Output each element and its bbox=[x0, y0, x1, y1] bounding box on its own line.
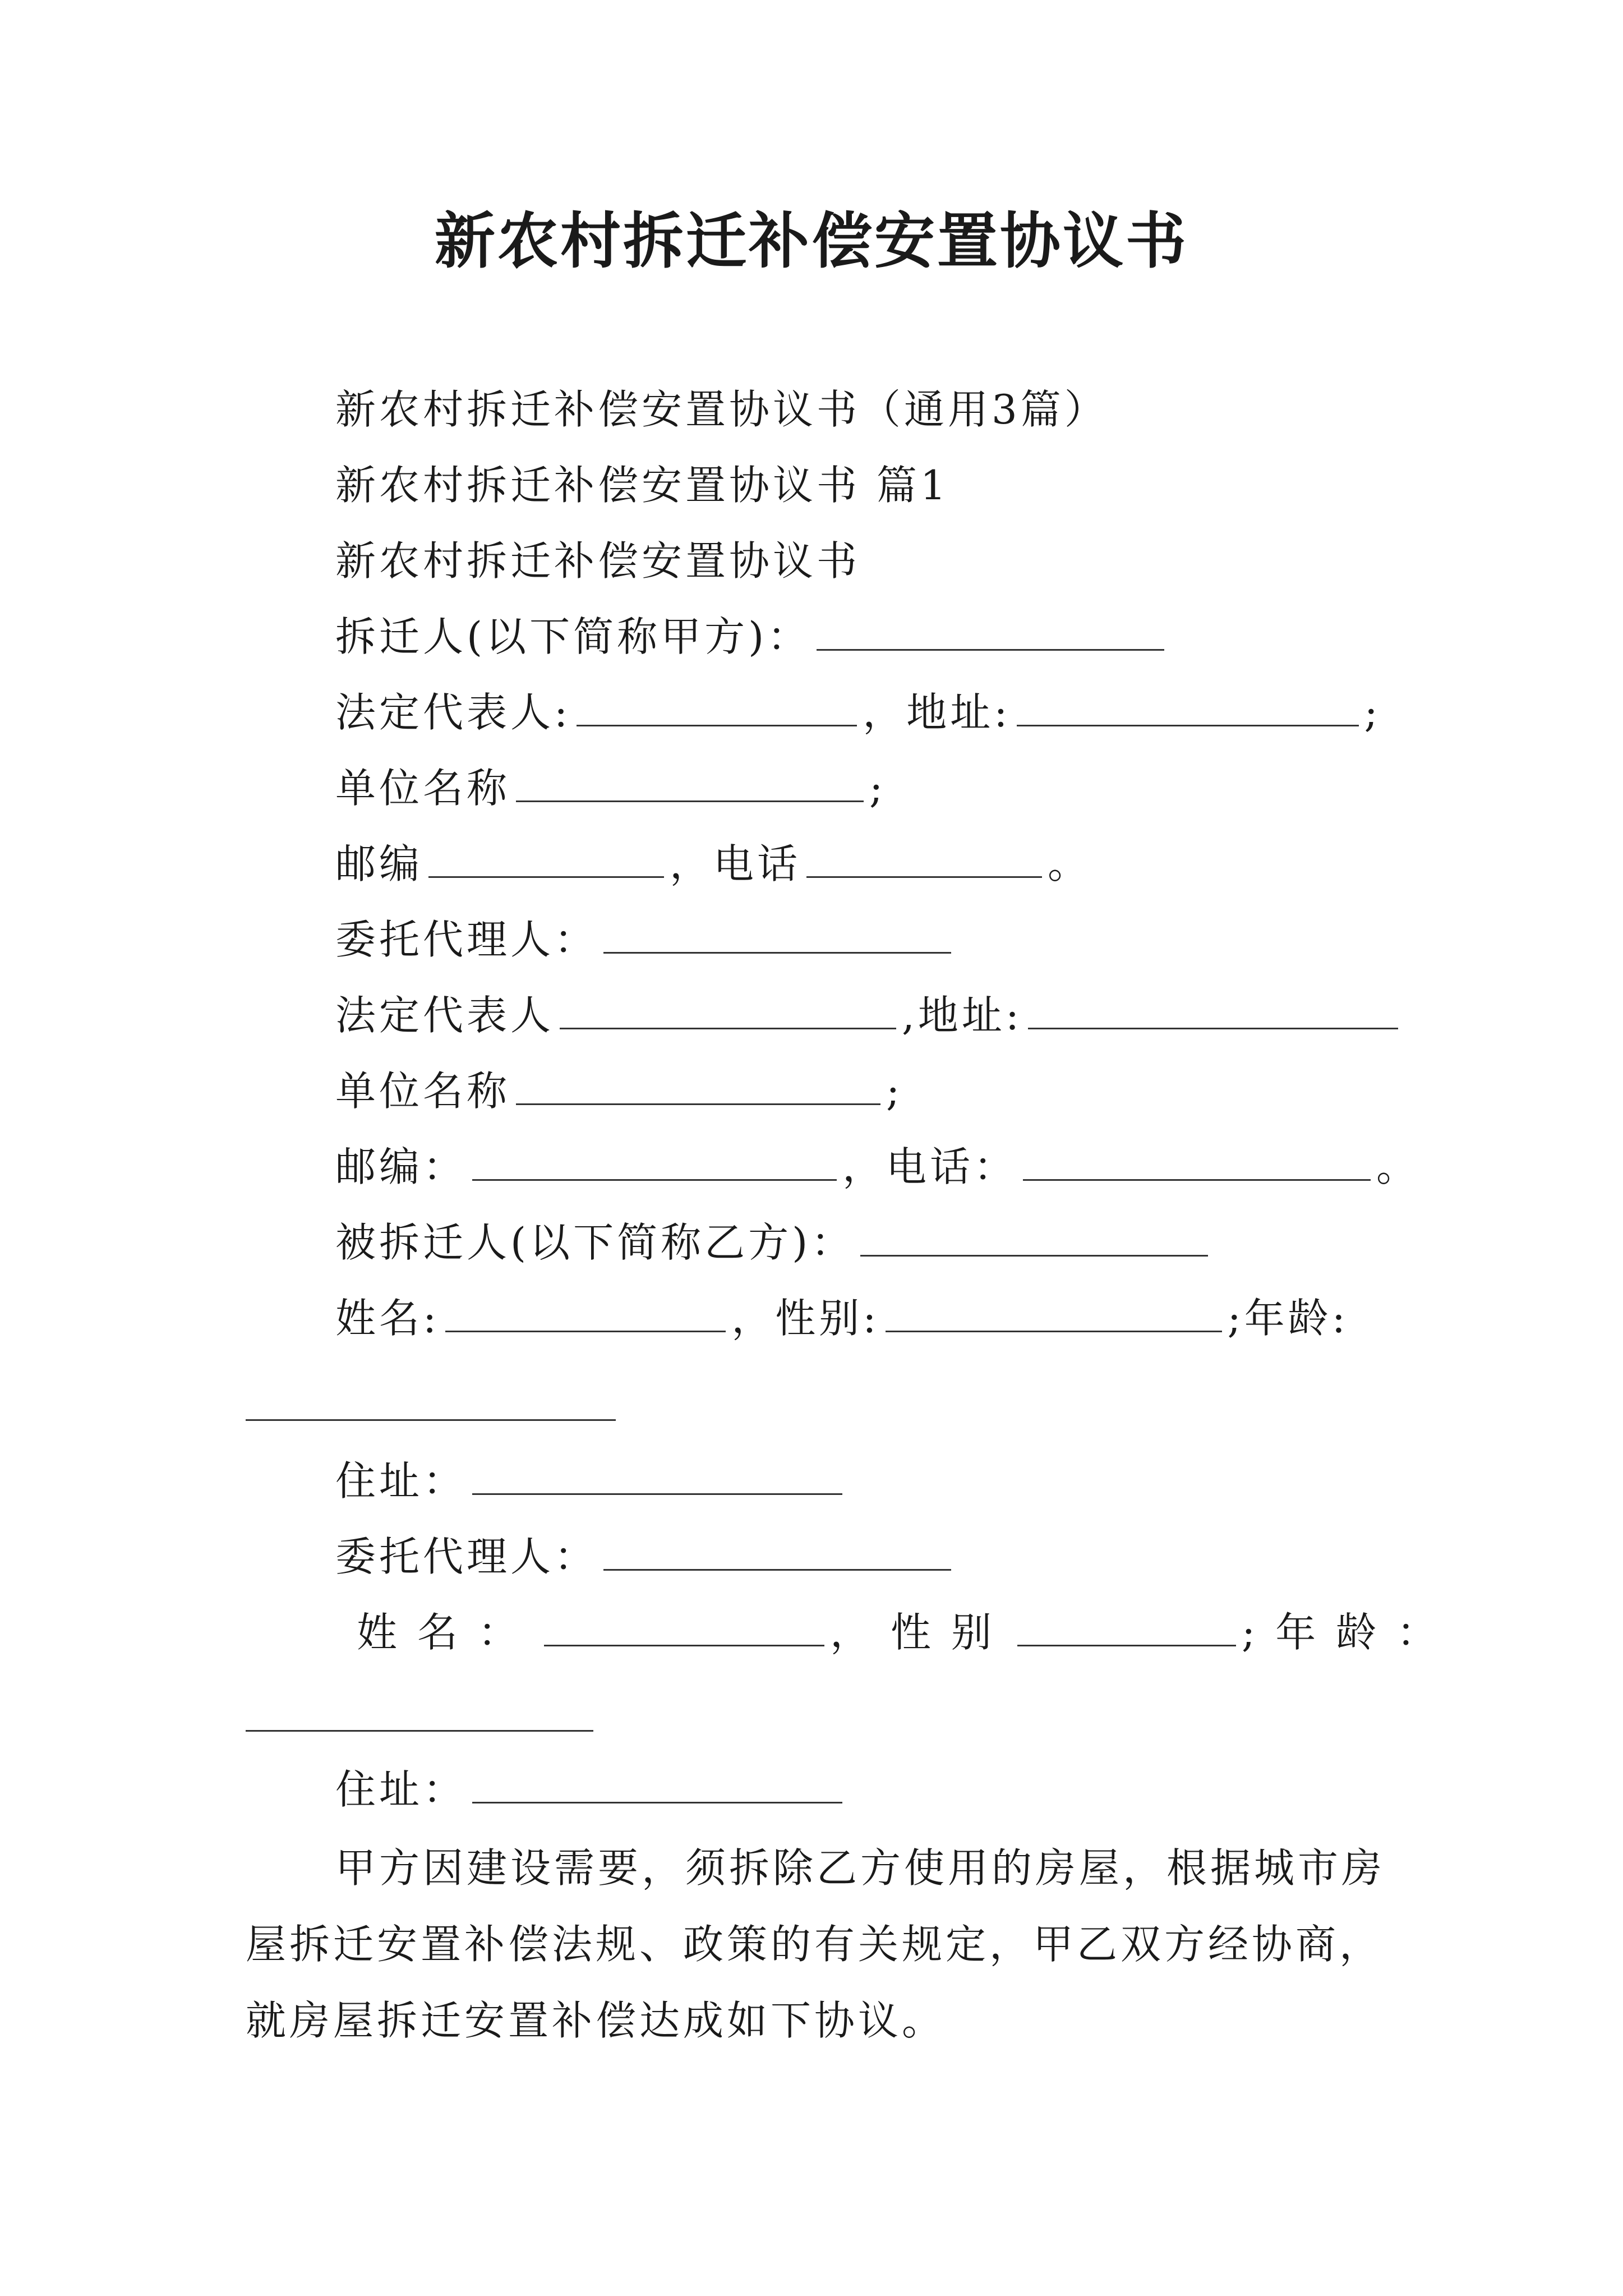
document-title: 新农村拆迁补偿安置协议书 bbox=[434, 206, 1188, 277]
party-a-row bbox=[335, 609, 1170, 665]
agent-age-blank[interactable] bbox=[246, 1729, 593, 1732]
name-label: 姓名: bbox=[335, 1295, 440, 1342]
party-b-row bbox=[335, 1214, 1214, 1271]
name-blank[interactable] bbox=[445, 1296, 726, 1332]
agent-postcode-label: 邮编： bbox=[335, 1143, 467, 1190]
agent-legal-rep-label: 法定代表人 bbox=[335, 992, 555, 1039]
body-line-3: 就房屋拆迁安置补偿达成如下协议。 bbox=[246, 1997, 946, 2044]
agent-phone-sep: ，电话： bbox=[842, 1143, 1018, 1190]
legal-rep-blank[interactable] bbox=[577, 690, 857, 726]
agent-address-blank[interactable] bbox=[1028, 993, 1398, 1029]
body-line-1: 甲方因建设需要，须拆除乙方使用的房屋，根据城市房 bbox=[335, 1844, 1386, 1892]
agent-contact-period: 。 bbox=[1376, 1143, 1421, 1190]
party-b-label: 被拆迁人(以下简称乙方)： bbox=[335, 1219, 855, 1266]
address-blank[interactable] bbox=[1017, 690, 1359, 726]
agent-gender-blank[interactable] bbox=[1017, 1610, 1236, 1646]
body-line-2: 屋拆迁安置补偿法规、政策的有关规定，甲乙双方经协商， bbox=[246, 1921, 1384, 1968]
party-b-agent-blank[interactable] bbox=[603, 1534, 951, 1571]
party-b-agent-row bbox=[335, 1529, 957, 1585]
address-sep: ，地址: bbox=[863, 689, 1011, 736]
party-a-blank[interactable] bbox=[817, 614, 1164, 651]
agent-label: 委托代理人： bbox=[335, 916, 598, 963]
party-b-address-blank[interactable] bbox=[472, 1458, 842, 1495]
postcode-blank[interactable] bbox=[428, 841, 664, 878]
section-heading: 新农村拆迁补偿安置协议书 篇1 bbox=[335, 462, 949, 509]
postcode-label: 邮编 bbox=[335, 840, 423, 887]
gender-sep: ，性别: bbox=[731, 1295, 880, 1342]
semicolon: ; bbox=[1364, 689, 1381, 736]
party-a-unit-row bbox=[335, 760, 886, 816]
agent-name-label: 姓名： bbox=[357, 1609, 539, 1656]
age-blank[interactable] bbox=[246, 1418, 616, 1421]
address-label: 住址： bbox=[335, 1457, 467, 1504]
agent-age-sep: ;年龄： bbox=[1242, 1609, 1458, 1656]
agent-gender-sep: ，性别 bbox=[830, 1609, 1012, 1656]
agent-address-sep: ,地址: bbox=[902, 992, 1023, 1039]
legal-rep-label: 法定代表人: bbox=[335, 689, 571, 736]
party-a-label: 拆迁人(以下简称甲方)： bbox=[335, 613, 811, 660]
party-b-info-row bbox=[335, 1290, 1349, 1346]
party-a-agent-unit-row bbox=[335, 1063, 903, 1119]
gender-blank[interactable] bbox=[886, 1296, 1222, 1332]
age-sep: ;年龄: bbox=[1227, 1295, 1349, 1342]
agent-unit-name-label: 单位名称 bbox=[335, 1068, 511, 1115]
unit-semicolon: ; bbox=[869, 765, 887, 812]
agent-unit-name-blank[interactable] bbox=[516, 1069, 880, 1105]
party-a-legal-rep-row bbox=[335, 684, 1381, 740]
agent-legal-rep-blank[interactable] bbox=[560, 993, 896, 1029]
party-a-contact-row bbox=[335, 836, 1091, 892]
doc-heading: 新农村拆迁补偿安置协议书 bbox=[335, 537, 861, 585]
party-b-agent-label: 委托代理人： bbox=[335, 1533, 598, 1580]
party-b-agent-info-row bbox=[357, 1604, 1457, 1660]
subtitle: 新农村拆迁补偿安置协议书（通用3篇） bbox=[335, 386, 1108, 433]
party-a-agent-contact-row bbox=[335, 1139, 1420, 1195]
agent-name-blank[interactable] bbox=[544, 1610, 824, 1646]
party-a-agent-row bbox=[335, 912, 957, 968]
contact-period: 。 bbox=[1048, 840, 1092, 887]
body-paragraph bbox=[246, 1830, 1390, 2059]
unit-name-label: 单位名称 bbox=[335, 765, 511, 812]
party-b-blank[interactable] bbox=[860, 1220, 1208, 1257]
agent-blank[interactable] bbox=[603, 917, 951, 954]
agent-address-label: 住址： bbox=[335, 1766, 467, 1813]
phone-sep: ，电话 bbox=[670, 840, 801, 887]
agent-postcode-blank[interactable] bbox=[472, 1144, 837, 1181]
agent-b-address-blank[interactable] bbox=[472, 1767, 842, 1803]
phone-blank[interactable] bbox=[806, 841, 1042, 878]
agent-unit-semicolon: ; bbox=[886, 1068, 903, 1115]
party-b-agent-address-row bbox=[335, 1761, 848, 1818]
party-a-agent-legal-rep-row bbox=[335, 987, 1404, 1043]
unit-name-blank[interactable] bbox=[516, 766, 864, 802]
agent-phone-blank[interactable] bbox=[1023, 1144, 1371, 1181]
party-b-address-row bbox=[335, 1453, 848, 1509]
